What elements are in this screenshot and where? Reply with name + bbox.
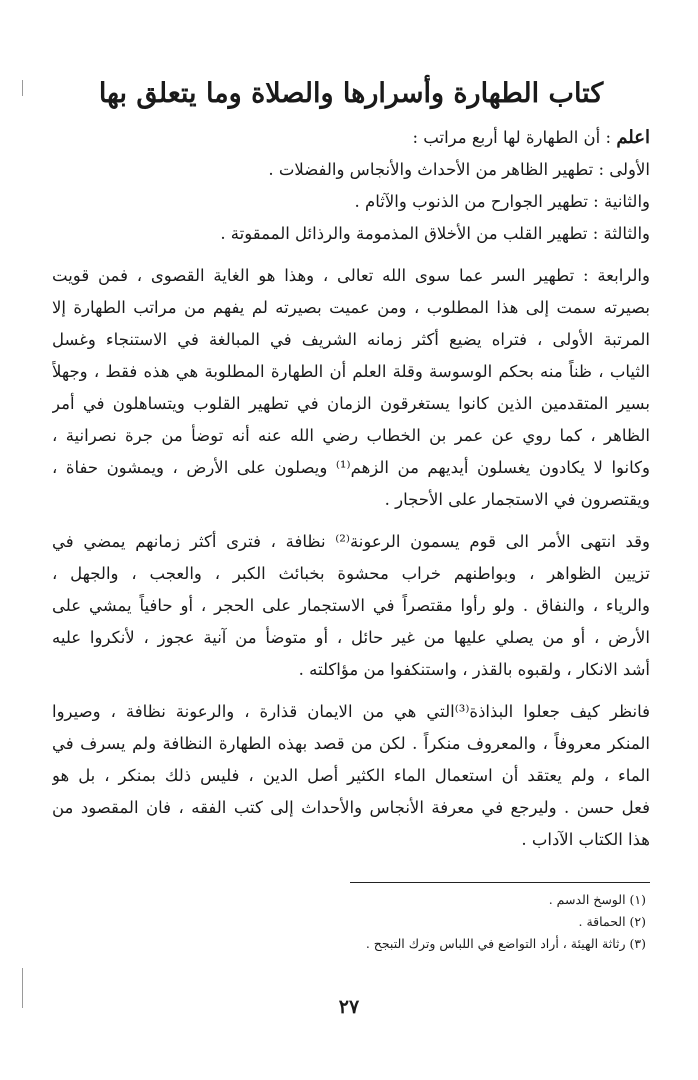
footnotes-divider xyxy=(350,882,650,883)
footnote: (١) الوسخ الدسم . xyxy=(548,892,646,907)
text-line: وقد انتهى الأمر الى قوم يسمون الرعونة⁽²⁾ نظافة ، فترى أكثر زمانهم يمضي في xyxy=(52,532,650,551)
text-line: الماء ، ولم يعتقد أن استعمال الماء الكثير أصل الدين ، فليس ذلك بمنكر ، بل هو xyxy=(52,766,650,785)
text-line: بصيرته سمت إلى هذا المطلوب ، ومن عميت بصيرته لم يفهم من مراتب الطهارة إلا xyxy=(52,298,650,317)
text-line: تزيين الظواهر ، وبواطنهم خراب محشوة بخبائث الكبر ، والعجب ، والجهل ، xyxy=(52,564,650,583)
text-line: هذا الكتاب الآداب . xyxy=(521,830,650,849)
text-line: الظاهر ، كما روي عن عمر بن الخطاب رضي الله عنه أنه توضأ من جرة نصرانية ، xyxy=(52,426,650,445)
text-line: وكانوا لا يكادون يغسلون أيديهم من الزهم⁽¹⁾ ويصلون على الأرض ، ويمشون حفاة ، xyxy=(52,458,650,477)
chapter-title: كتاب الطهارة وأسرارها والصلاة وما يتعلق بها xyxy=(98,78,604,109)
text-line: المرتبة الأولى ، فتراه يضيع أكثر زمانه الشريف في المبالغة في الاستنجاء وغسل xyxy=(52,330,650,349)
ranks-list xyxy=(52,154,650,250)
intro-line xyxy=(52,122,650,154)
text-line: فانظر كيف جعلوا البذاذة⁽³⁾التي هي من الايمان قذارة ، والرعونة نظافة ، وصيروا xyxy=(52,702,650,721)
intro-lead-word: اعلم xyxy=(616,127,650,148)
rank-item: الأولى : تطهير الظاهر من الأحداث والأنجاس والفضلات . xyxy=(268,160,650,179)
text-line: بسير المتقدمين الذين كانوا يستغرقون الزمان في تطهير القلوب ويتساهلون في أمر xyxy=(52,394,650,413)
paragraph-ruunah xyxy=(52,526,650,686)
text-line: فعل حسن . وليرجع في معرفة الأنجاس والأحداث إلى كتب الفقه ، فان المقصود من xyxy=(52,798,650,817)
margin-mark xyxy=(22,80,23,96)
paragraph-badhadha xyxy=(52,696,650,856)
rank-item: والثانية : تطهير الجوارح من الذنوب والآثام . xyxy=(354,192,650,211)
page-number: ٢٧ xyxy=(338,996,360,1018)
text-line: المنكر معروفاً ، والمعروف منكراً . لكن من قصد بهذه الطهارة النظافة ولم يسرف في xyxy=(52,734,650,753)
rank-item: والثالثة : تطهير القلب من الأخلاق المذمومة والرذائل الممقوتة . xyxy=(220,224,650,243)
text-line: أشد الانكار ، ولقبوه بالقذر ، واستنكفوا من مؤاكلته . xyxy=(298,660,650,679)
footnote: (٢) الحماقة . xyxy=(578,914,646,929)
intro-text: : أن الطهارة لها أربع مراتب : xyxy=(412,128,612,147)
text-line: الثياب ، ظناً منه بحكم الوسوسة وقلة العلم أن الطهارة المطلوبة هي هذه فقط ، وجهلاً xyxy=(52,362,650,381)
footnote: (٣) رثاثة الهيئة ، أراد التواضع في اللباس وترك التبجح . xyxy=(365,936,646,951)
footnotes xyxy=(52,889,650,955)
text-line: الأرض ، أو من يصلي عليها من غير حائل ، أو متوضأ من آنية عجوز ، لأنكروا عليه xyxy=(52,628,650,647)
text-line: ويقتصرون في الاستجمار على الأحجار . xyxy=(384,490,650,509)
paragraph-fourth-rank xyxy=(52,260,650,516)
text-line: والرابعة : تطهير السر عما سوى الله تعالى ، وهذا هو الغاية القصوى ، فمن قويت xyxy=(52,266,650,285)
text-line: والرياء ، والنفاق . ولو رأوا مقتصراً في الاستجمار على الحجر ، أو حافياً يمشي على xyxy=(52,596,650,615)
